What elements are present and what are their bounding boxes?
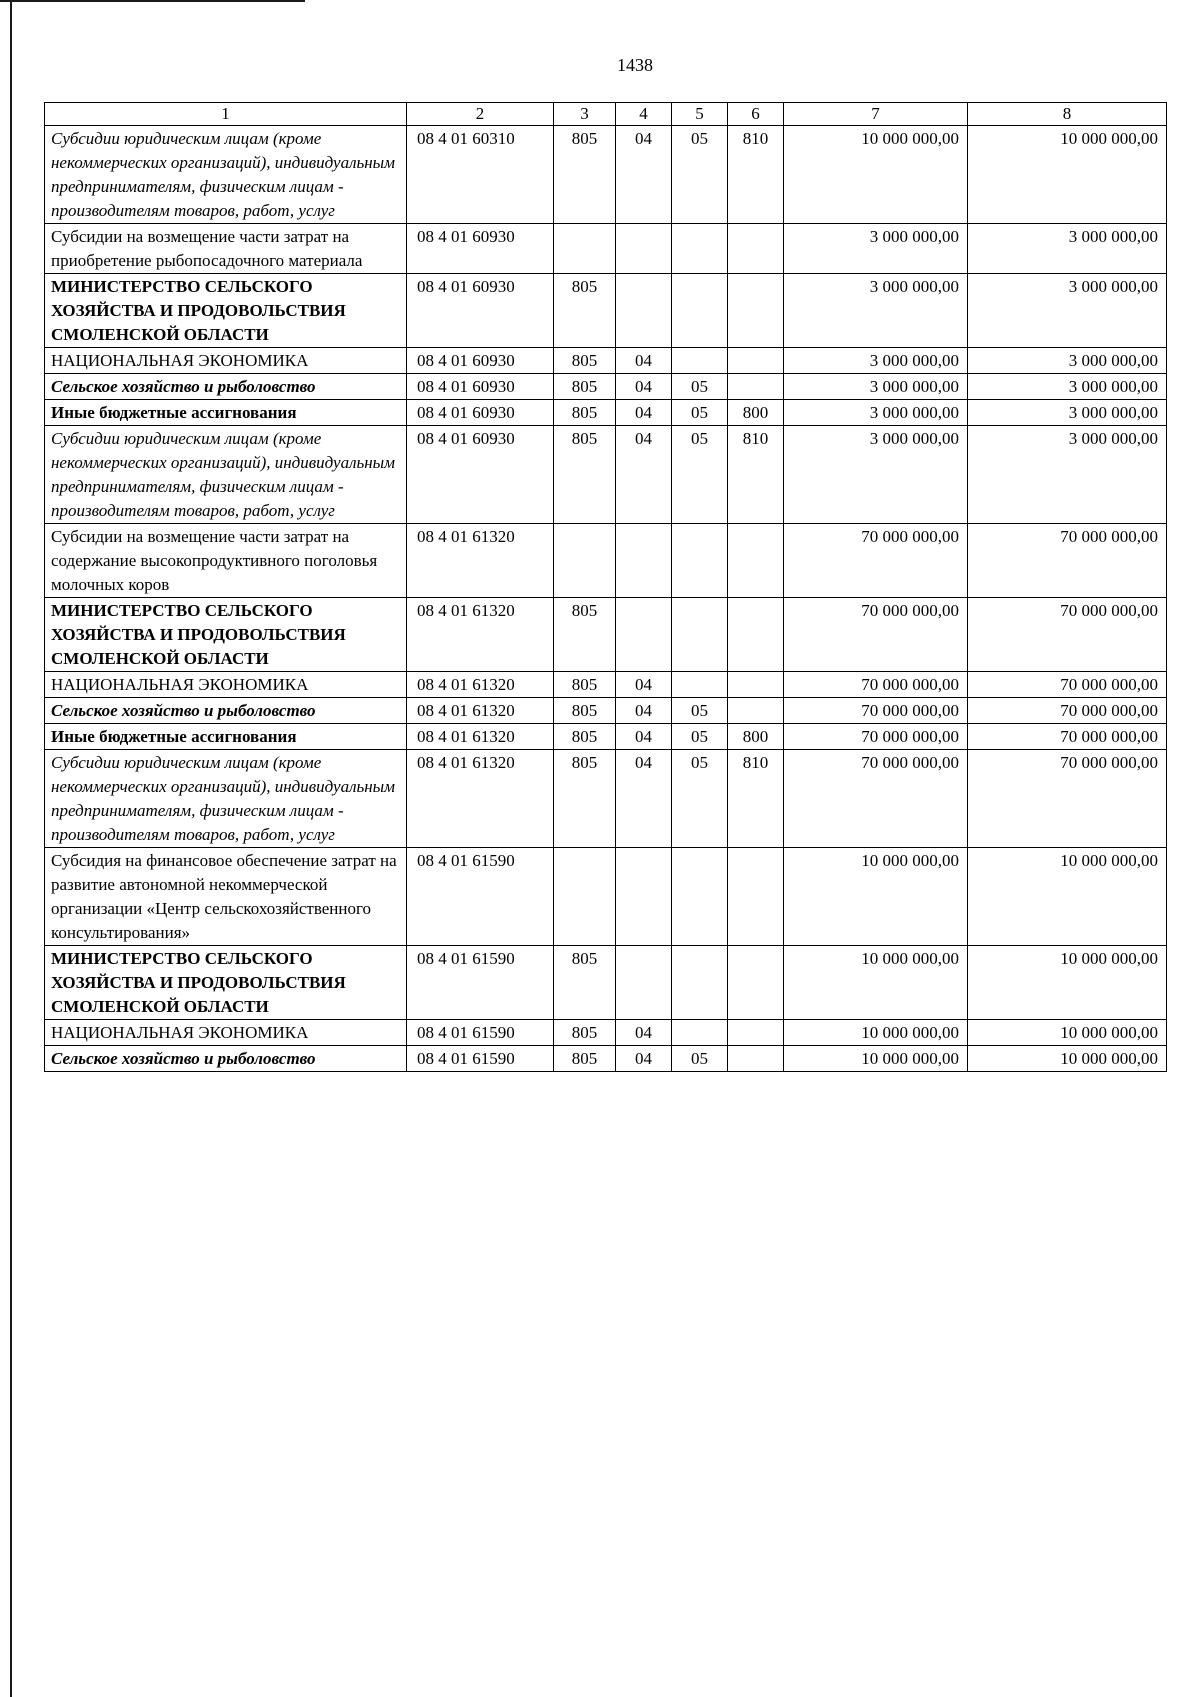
row-description: НАЦИОНАЛЬНАЯ ЭКОНОМИКА [45,672,407,698]
amount-year-1: 70 000 000,00 [784,672,968,698]
amount-year-1: 3 000 000,00 [784,374,968,400]
row-description: Субсидия на финансовое обеспечение затрат на развитие автономной некоммерческой организации «Центр сельскохозяйственного консультирования» [45,848,407,946]
budget-table [44,102,1167,1072]
expense-type-code [728,598,784,672]
ministry-code: 805 [554,400,616,426]
page-left-edge [10,0,12,1697]
subsection-code: 05 [672,1046,728,1072]
section-code [616,598,672,672]
ministry-code: 805 [554,724,616,750]
section-code: 04 [616,374,672,400]
amount-year-2: 3 000 000,00 [968,426,1167,524]
target-article-code: 08 4 01 60930 [407,374,554,400]
table-row [45,426,1167,524]
subsection-code: 05 [672,400,728,426]
ministry-code: 805 [554,348,616,374]
section-code: 04 [616,1020,672,1046]
amount-year-1: 3 000 000,00 [784,426,968,524]
expense-type-code [728,374,784,400]
amount-year-2: 10 000 000,00 [968,848,1167,946]
column-number: 5 [672,103,728,126]
expense-type-code [728,672,784,698]
amount-year-2: 70 000 000,00 [968,698,1167,724]
section-code: 04 [616,724,672,750]
subsection-code: 05 [672,374,728,400]
section-code: 04 [616,426,672,524]
subsection-code: 05 [672,698,728,724]
ministry-code: 805 [554,274,616,348]
amount-year-1: 70 000 000,00 [784,598,968,672]
subsection-code [672,672,728,698]
amount-year-2: 3 000 000,00 [968,348,1167,374]
ministry-code: 805 [554,126,616,224]
amount-year-1: 10 000 000,00 [784,126,968,224]
table-row [45,274,1167,348]
table-row [45,848,1167,946]
row-description: Субсидии на возмещение части затрат на приобретение рыбопосадочного материала [45,224,407,274]
row-description: Субсидии юридическим лицам (кроме некоммерческих организаций), индивидуальным предпринимателям, физическим лицам - производителям товаров, работ, услуг [45,126,407,224]
expense-type-code: 800 [728,724,784,750]
target-article-code: 08 4 01 61320 [407,598,554,672]
table-row [45,400,1167,426]
row-description: Иные бюджетные ассигнования [45,724,407,750]
section-code: 04 [616,126,672,224]
row-description: Субсидии на возмещение части затрат на содержание высокопродуктивного поголовья молочных коров [45,524,407,598]
target-article-code: 08 4 01 61320 [407,724,554,750]
amount-year-1: 3 000 000,00 [784,274,968,348]
section-code: 04 [616,400,672,426]
column-numbers-row [45,103,1167,126]
ministry-code: 805 [554,598,616,672]
table-row [45,348,1167,374]
amount-year-1: 3 000 000,00 [784,224,968,274]
expense-type-code [728,698,784,724]
expense-type-code [728,224,784,274]
amount-year-1: 70 000 000,00 [784,750,968,848]
row-description: Субсидии юридическим лицам (кроме некоммерческих организаций), индивидуальным предпринимателям, физическим лицам - производителям товаров, работ, услуг [45,750,407,848]
section-code [616,946,672,1020]
target-article-code: 08 4 01 61320 [407,750,554,848]
table-row [45,750,1167,848]
target-article-code: 08 4 01 61320 [407,698,554,724]
subsection-code [672,1020,728,1046]
amount-year-1: 10 000 000,00 [784,946,968,1020]
subsection-code: 05 [672,750,728,848]
target-article-code: 08 4 01 61320 [407,672,554,698]
target-article-code: 08 4 01 60930 [407,400,554,426]
column-number: 8 [968,103,1167,126]
subsection-code [672,224,728,274]
column-number: 7 [784,103,968,126]
page-number: 1438 [617,55,653,75]
ministry-code: 805 [554,946,616,1020]
target-article-code: 08 4 01 61590 [407,1046,554,1072]
table-row [45,598,1167,672]
expense-type-code: 810 [728,426,784,524]
row-description: Сельское хозяйство и рыболовство [45,698,407,724]
table-row [45,672,1167,698]
section-code [616,274,672,348]
section-code [616,224,672,274]
ministry-code: 805 [554,374,616,400]
ministry-code: 805 [554,426,616,524]
amount-year-2: 70 000 000,00 [968,672,1167,698]
ministry-code [554,848,616,946]
expense-type-code [728,946,784,1020]
subsection-code [672,524,728,598]
table-row [45,724,1167,750]
ministry-code: 805 [554,1046,616,1072]
column-number: 2 [407,103,554,126]
amount-year-1: 70 000 000,00 [784,698,968,724]
amount-year-2: 70 000 000,00 [968,724,1167,750]
ministry-code [554,524,616,598]
target-article-code: 08 4 01 60930 [407,348,554,374]
amount-year-2: 3 000 000,00 [968,224,1167,274]
row-description: МИНИСТЕРСТВО СЕЛЬСКОГО ХОЗЯЙСТВА И ПРОДОВОЛЬСТВИЯ СМОЛЕНСКОЙ ОБЛАСТИ [45,274,407,348]
section-code [616,848,672,946]
amount-year-2: 70 000 000,00 [968,750,1167,848]
target-article-code: 08 4 01 61590 [407,1020,554,1046]
target-article-code: 08 4 01 61590 [407,946,554,1020]
amount-year-2: 10 000 000,00 [968,126,1167,224]
column-number: 1 [45,103,407,126]
amount-year-2: 10 000 000,00 [968,946,1167,1020]
section-code: 04 [616,672,672,698]
column-number: 4 [616,103,672,126]
amount-year-2: 3 000 000,00 [968,400,1167,426]
amount-year-1: 10 000 000,00 [784,1020,968,1046]
ministry-code: 805 [554,1020,616,1046]
table-row [45,1046,1167,1072]
table-row [45,524,1167,598]
expense-type-code [728,524,784,598]
expense-type-code: 810 [728,750,784,848]
table-row [45,126,1167,224]
amount-year-2: 70 000 000,00 [968,598,1167,672]
amount-year-1: 70 000 000,00 [784,724,968,750]
row-description: МИНИСТЕРСТВО СЕЛЬСКОГО ХОЗЯЙСТВА И ПРОДОВОЛЬСТВИЯ СМОЛЕНСКОЙ ОБЛАСТИ [45,946,407,1020]
row-description: Иные бюджетные ассигнования [45,400,407,426]
amount-year-2: 10 000 000,00 [968,1046,1167,1072]
section-code [616,524,672,598]
subsection-code: 05 [672,426,728,524]
table-row [45,946,1167,1020]
column-number: 6 [728,103,784,126]
ministry-code: 805 [554,698,616,724]
target-article-code: 08 4 01 60930 [407,426,554,524]
expense-type-code [728,1046,784,1072]
section-code: 04 [616,1046,672,1072]
expense-type-code: 810 [728,126,784,224]
amount-year-2: 10 000 000,00 [968,1020,1167,1046]
target-article-code: 08 4 01 61320 [407,524,554,598]
row-description: Сельское хозяйство и рыболовство [45,374,407,400]
target-article-code: 08 4 01 60310 [407,126,554,224]
table-row [45,374,1167,400]
subsection-code [672,848,728,946]
row-description: НАЦИОНАЛЬНАЯ ЭКОНОМИКА [45,348,407,374]
table-row [45,698,1167,724]
amount-year-1: 10 000 000,00 [784,1046,968,1072]
section-code: 04 [616,348,672,374]
row-description: Сельское хозяйство и рыболовство [45,1046,407,1072]
column-number: 3 [554,103,616,126]
expense-type-code [728,274,784,348]
subsection-code [672,598,728,672]
ministry-code: 805 [554,672,616,698]
subsection-code [672,348,728,374]
amount-year-2: 3 000 000,00 [968,374,1167,400]
amount-year-1: 70 000 000,00 [784,524,968,598]
page-top-edge [0,0,305,2]
expense-type-code [728,1020,784,1046]
target-article-code: 08 4 01 60930 [407,274,554,348]
row-description: Субсидии юридическим лицам (кроме некоммерческих организаций), индивидуальным предпринимателям, физическим лицам - производителям товаров, работ, услуг [45,426,407,524]
amount-year-2: 3 000 000,00 [968,274,1167,348]
subsection-code [672,946,728,1020]
target-article-code: 08 4 01 61590 [407,848,554,946]
ministry-code: 805 [554,750,616,848]
row-description: МИНИСТЕРСТВО СЕЛЬСКОГО ХОЗЯЙСТВА И ПРОДОВОЛЬСТВИЯ СМОЛЕНСКОЙ ОБЛАСТИ [45,598,407,672]
expense-type-code: 800 [728,400,784,426]
table-row [45,1020,1167,1046]
amount-year-1: 3 000 000,00 [784,400,968,426]
section-code: 04 [616,750,672,848]
subsection-code: 05 [672,126,728,224]
amount-year-1: 3 000 000,00 [784,348,968,374]
expense-type-code [728,348,784,374]
row-description: НАЦИОНАЛЬНАЯ ЭКОНОМИКА [45,1020,407,1046]
table-row [45,224,1167,274]
amount-year-1: 10 000 000,00 [784,848,968,946]
expense-type-code [728,848,784,946]
target-article-code: 08 4 01 60930 [407,224,554,274]
ministry-code [554,224,616,274]
amount-year-2: 70 000 000,00 [968,524,1167,598]
subsection-code [672,274,728,348]
section-code: 04 [616,698,672,724]
subsection-code: 05 [672,724,728,750]
